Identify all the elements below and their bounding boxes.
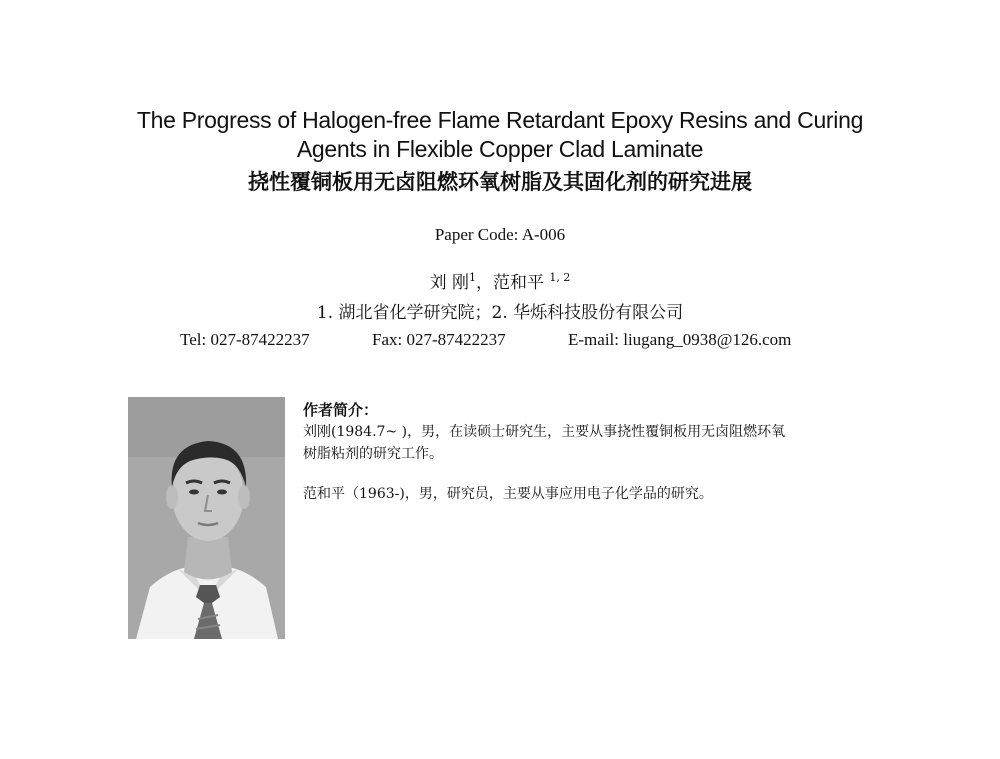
title-english-line-2: Agents in Flexible Copper Clad Laminate	[296, 136, 704, 162]
biography-author-2: 范和平（1963-)，男，研究员，主要从事应用电子化学品的研究。	[303, 486, 713, 502]
author-1-name: 刘 刚	[429, 273, 469, 293]
contact-fax: Fax: 027-87422237	[372, 330, 506, 349]
title-english	[60, 106, 940, 164]
title-chinese: 挠性覆铜板用无卤阻燃环氧树脂及其固化剂的研究进展	[248, 170, 752, 194]
author-biography	[303, 399, 903, 505]
contact-email: E-mail: liugang_0938@126.com	[568, 330, 792, 349]
author-list	[60, 268, 940, 293]
contact-tel: Tel: 027-87422237	[180, 330, 310, 349]
author-photo	[128, 397, 285, 639]
author-separator: ，	[476, 273, 493, 293]
biography-heading: 作者简介：	[303, 401, 379, 419]
biography-author-1-line-1: 刘刚(1984.7~ )，男，在读硕士研究生，主要从事挠性覆铜板用无卤阻燃环氧	[303, 424, 786, 440]
author-1-affiliation-mark: 1	[469, 271, 476, 284]
affiliations: 1. 湖北省化学研究院；2. 华烁科技股份有限公司	[316, 303, 684, 323]
biography-author-1-line-2: 树脂粘剂的研究工作。	[303, 446, 443, 462]
paper-code: Paper Code: A-006	[434, 225, 566, 244]
author-2-affiliation-mark: 1, 2	[549, 271, 571, 284]
title-english-line-1: The Progress of Halogen-free Flame Retardant Epoxy Resins and Curing	[136, 107, 864, 133]
author-2-name: 范和平	[493, 273, 544, 293]
